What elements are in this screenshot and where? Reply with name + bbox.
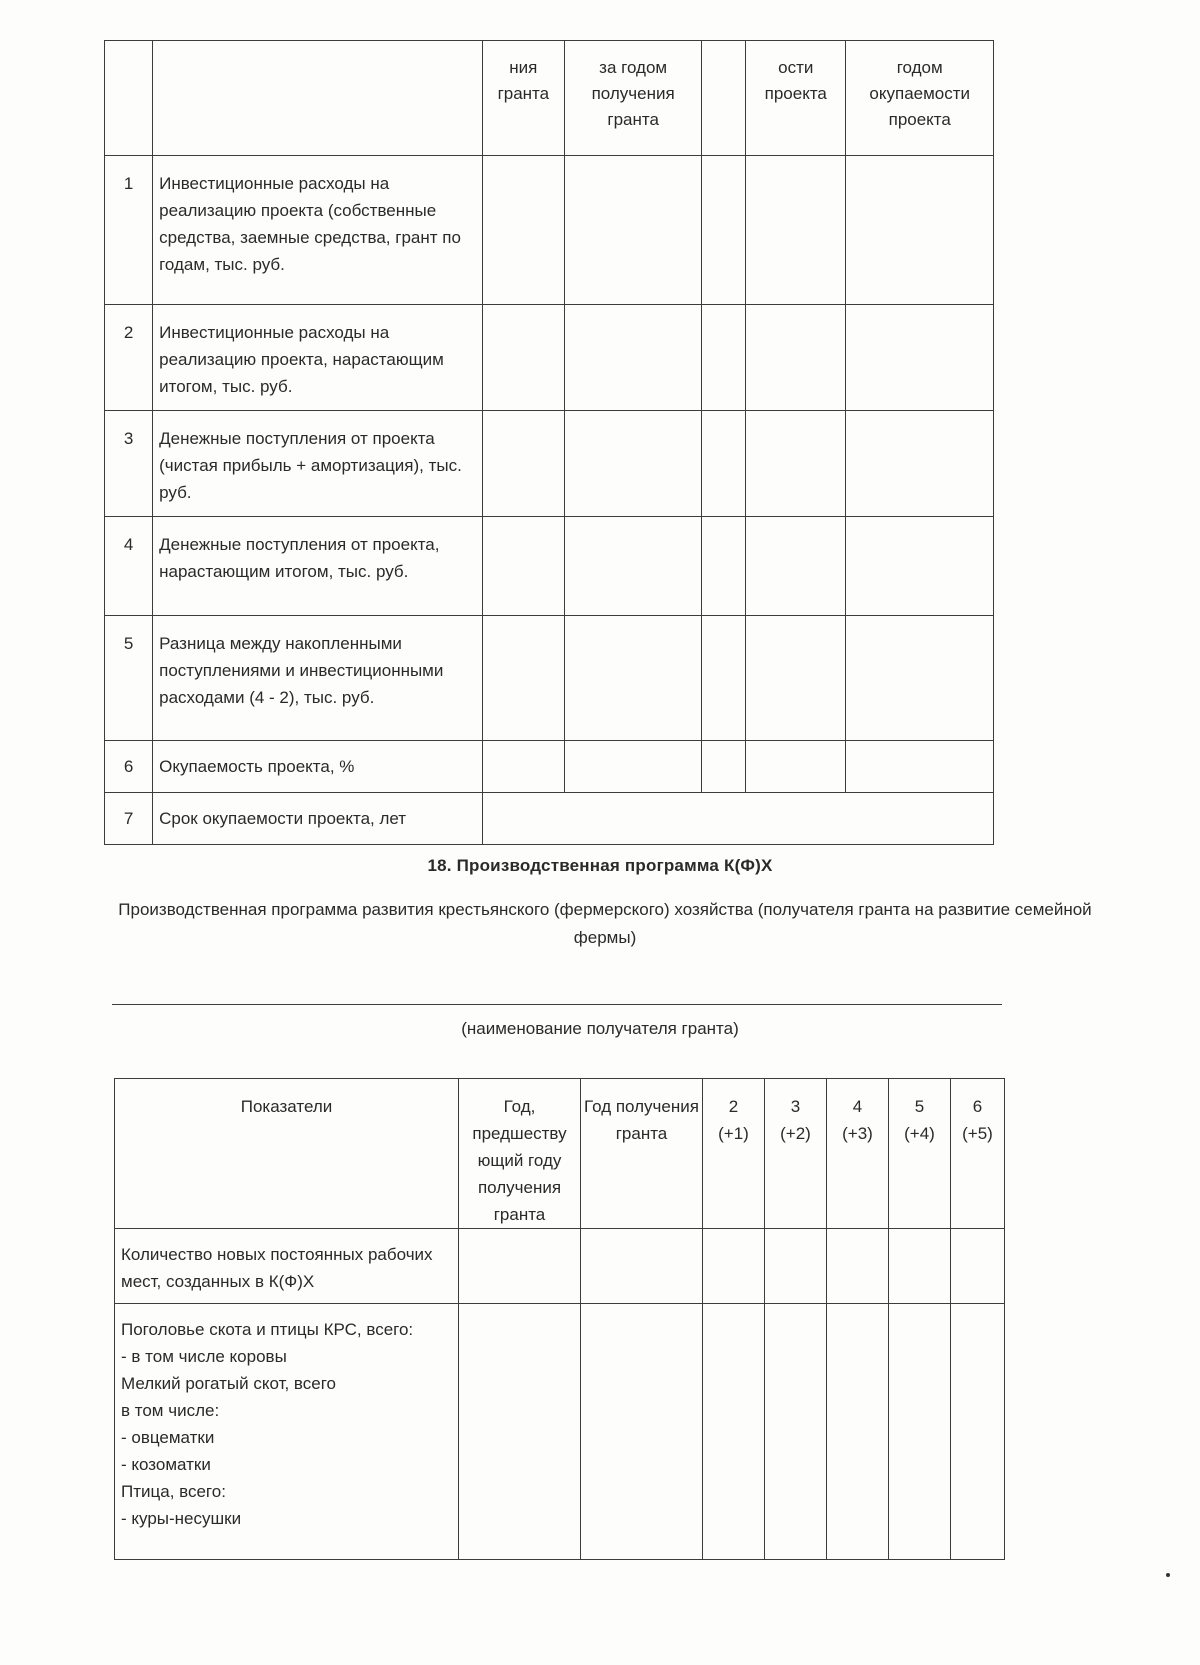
header-cell: годом окупаемости проекта — [846, 41, 994, 156]
value-cell[interactable] — [846, 517, 994, 616]
value-cell[interactable] — [702, 517, 746, 616]
value-cell[interactable] — [565, 305, 702, 411]
value-cell[interactable] — [702, 156, 746, 305]
header-cell: ния гранта — [482, 41, 565, 156]
value-cell[interactable] — [482, 741, 565, 793]
section-title: 18. Производственная программа К(Ф)Х — [427, 856, 773, 875]
value-cell[interactable] — [565, 517, 702, 616]
value-cell[interactable] — [889, 1229, 951, 1304]
header-cell — [153, 41, 482, 156]
value-cell[interactable] — [702, 305, 746, 411]
table-row — [115, 1229, 1005, 1304]
livestock-item: Птица, всего: — [121, 1482, 226, 1501]
row-label: Инвестиционные расходы на реализацию проекта, нарастающим итогом, тыс. руб. — [153, 305, 482, 411]
table-row — [105, 793, 994, 845]
row-label: Денежные поступления от проекта (чистая прибыль + амортизация), тыс. руб. — [153, 411, 482, 517]
value-cell[interactable] — [846, 741, 994, 793]
value-cell[interactable] — [482, 517, 565, 616]
livestock-item: - куры-несушки — [121, 1509, 242, 1528]
value-cell[interactable] — [846, 411, 994, 517]
row-label: Окупаемость проекта, % — [153, 741, 482, 793]
row-number: 2 — [105, 305, 153, 411]
value-cell[interactable] — [703, 1229, 765, 1304]
grantee-name-line[interactable] — [112, 1004, 1002, 1005]
header-cell: ости проекта — [746, 41, 846, 156]
scan-speck — [1166, 1573, 1170, 1577]
value-cell[interactable] — [702, 741, 746, 793]
value-cell[interactable] — [951, 1304, 1005, 1560]
value-cell[interactable] — [482, 411, 565, 517]
value-cell[interactable] — [459, 1304, 581, 1560]
value-cell[interactable] — [482, 156, 565, 305]
value-cell[interactable] — [746, 517, 846, 616]
table-row — [105, 305, 994, 411]
value-cell[interactable] — [703, 1304, 765, 1560]
row-label: Количество новых постоянных рабочих мест, созданных в К(Ф)Х — [115, 1229, 459, 1304]
livestock-item: Поголовье скота и птицы КРС, всего: — [121, 1320, 414, 1339]
table-row — [105, 616, 994, 741]
value-cell[interactable] — [565, 156, 702, 305]
header-cell — [702, 41, 746, 156]
value-cell[interactable] — [746, 411, 846, 517]
table-row — [115, 1304, 1005, 1560]
value-cell[interactable] — [846, 616, 994, 741]
value-cell[interactable] — [702, 616, 746, 741]
row-number: 5 — [105, 616, 153, 741]
livestock-item: в том числе: — [121, 1401, 220, 1420]
header-cell — [105, 41, 153, 156]
grantee-name-caption: (наименование получателя гранта) — [461, 1019, 739, 1038]
table-row — [105, 741, 994, 793]
row-label: Инвестиционные расходы на реализацию проекта (собственные средства, заемные средства, грант по годам, тыс. руб. — [153, 156, 482, 305]
header-cell: Год получения гранта — [581, 1079, 703, 1229]
header-cell: Показатели — [115, 1079, 459, 1229]
value-cell[interactable] — [746, 305, 846, 411]
value-cell[interactable] — [765, 1229, 827, 1304]
value-cell[interactable] — [482, 305, 565, 411]
payback-table-header — [105, 41, 994, 156]
value-cell[interactable] — [746, 741, 846, 793]
row-number: 6 — [105, 741, 153, 793]
livestock-item: - в том числе коровы — [121, 1347, 287, 1366]
header-cell: 2 (+1) — [703, 1079, 765, 1229]
row-label: Срок окупаемости проекта, лет — [153, 793, 482, 845]
header-cell: 4 (+3) — [827, 1079, 889, 1229]
payback-table — [104, 40, 994, 845]
value-cell[interactable] — [565, 616, 702, 741]
row-number: 7 — [105, 793, 153, 845]
value-cell[interactable] — [702, 411, 746, 517]
value-cell[interactable] — [482, 793, 993, 845]
livestock-item: Мелкий рогатый скот, всего — [121, 1374, 336, 1393]
value-cell[interactable] — [827, 1304, 889, 1560]
value-cell[interactable] — [746, 156, 846, 305]
header-cell: 3 (+2) — [765, 1079, 827, 1229]
header-cell: Год, предшеству ющий году получения гранта — [459, 1079, 581, 1229]
table-row — [105, 156, 994, 305]
row-label: Денежные поступления от проекта, нарастающим итогом, тыс. руб. — [153, 517, 482, 616]
value-cell[interactable] — [846, 156, 994, 305]
row-number: 1 — [105, 156, 153, 305]
value-cell[interactable] — [581, 1229, 703, 1304]
value-cell[interactable] — [581, 1304, 703, 1560]
header-cell: 6 (+5) — [951, 1079, 1005, 1229]
row-label — [115, 1304, 459, 1560]
header-cell: за годом получения гранта — [565, 41, 702, 156]
table-row — [105, 517, 994, 616]
livestock-item: - козоматки — [121, 1455, 211, 1474]
value-cell[interactable] — [765, 1304, 827, 1560]
header-cell: 5 (+4) — [889, 1079, 951, 1229]
value-cell[interactable] — [889, 1304, 951, 1560]
table-row — [105, 411, 994, 517]
section-subtitle: Производственная программа развития крестьянского (фермерского) хозяйства (получателя гранта на развитие семейной фермы) — [118, 900, 1092, 947]
value-cell[interactable] — [565, 741, 702, 793]
row-number: 3 — [105, 411, 153, 517]
production-table-header — [115, 1079, 1005, 1229]
row-number: 4 — [105, 517, 153, 616]
value-cell[interactable] — [482, 616, 565, 741]
production-program-table — [114, 1078, 1005, 1560]
value-cell[interactable] — [846, 305, 994, 411]
row-label: Разница между накопленными поступлениями и инвестиционными расходами (4 - 2), тыс. руб. — [153, 616, 482, 741]
value-cell[interactable] — [565, 411, 702, 517]
value-cell[interactable] — [951, 1229, 1005, 1304]
value-cell[interactable] — [746, 616, 846, 741]
value-cell[interactable] — [827, 1229, 889, 1304]
livestock-item: - овцематки — [121, 1428, 215, 1447]
value-cell[interactable] — [459, 1229, 581, 1304]
